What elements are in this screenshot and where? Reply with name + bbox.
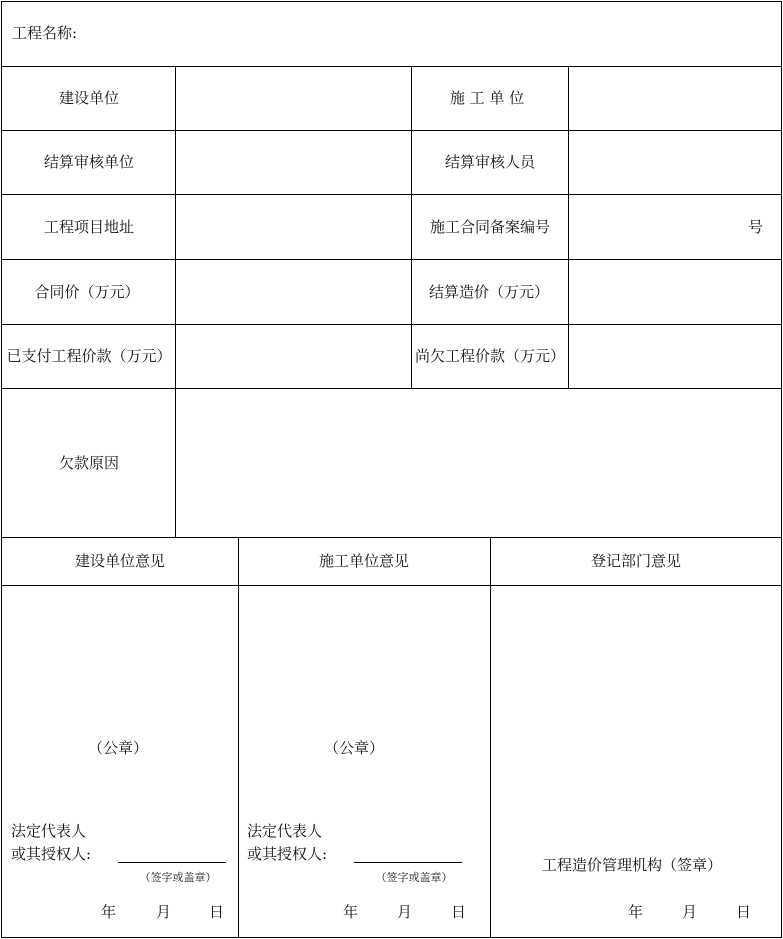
arrears-reason-field[interactable]	[177, 390, 780, 536]
construction-month: 月	[156, 903, 172, 921]
settlement-cost-field[interactable]	[570, 261, 780, 323]
row-divider	[1, 585, 782, 586]
cost-agency-signature: 工程造价管理机构（签章）	[541, 856, 723, 874]
contract-record-no-label: 施工合同备案编号	[429, 218, 551, 236]
border-right	[781, 1, 782, 938]
col-divider	[490, 537, 491, 937]
builder-unit-field[interactable]	[570, 68, 780, 129]
auditor-field[interactable]	[570, 132, 780, 193]
builder-legal-rep: 法定代表人	[247, 822, 323, 840]
builder-year: 年	[343, 903, 359, 921]
project-address-field[interactable]	[177, 196, 410, 258]
row-divider	[1, 66, 782, 67]
construction-opinion-field[interactable]	[3, 587, 237, 727]
builder-seal: （公章）	[323, 739, 385, 757]
paid-amount-field[interactable]	[177, 326, 410, 387]
builder-month: 月	[397, 903, 413, 921]
col-divider	[238, 537, 239, 937]
border-bottom	[1, 937, 782, 938]
audit-unit-field[interactable]	[177, 132, 410, 193]
owed-amount-label: 尚欠工程价款（万元）	[414, 347, 566, 365]
construction-authorized: 或其授权人:	[11, 845, 92, 863]
contract-price-field[interactable]	[177, 261, 410, 323]
builder-day: 日	[451, 903, 467, 921]
registry-opinion-header: 登记部门意见	[590, 552, 682, 570]
registry-year: 年	[628, 903, 644, 921]
audit-unit-label: 结算审核单位	[43, 153, 135, 171]
construction-unit-label: 建设单位	[58, 89, 120, 107]
row-divider	[1, 194, 782, 195]
construction-opinion-header: 建设单位意见	[74, 552, 166, 570]
settlement-cost-label: 结算造价（万元）	[428, 283, 550, 301]
contract-record-no-field[interactable]	[570, 196, 740, 258]
construction-year: 年	[101, 903, 117, 921]
project-address-label: 工程项目地址	[43, 218, 135, 236]
construction-seal: （公章）	[87, 739, 149, 757]
contract-record-suffix: 号	[748, 218, 764, 236]
builder-unit-label: 施 工 单 位	[449, 89, 525, 107]
construction-day: 日	[209, 903, 225, 921]
row-divider	[1, 259, 782, 260]
col-divider	[411, 66, 412, 388]
builder-opinion-header: 施工单位意见	[318, 552, 410, 570]
border-top	[1, 1, 782, 2]
project-name-field[interactable]	[100, 8, 770, 60]
construction-signature-line[interactable]	[118, 862, 226, 863]
builder-signature-line[interactable]	[354, 862, 462, 863]
auditor-label: 结算审核人员	[444, 153, 536, 171]
col-divider	[175, 66, 176, 537]
builder-sign-note: （签字或盖章）	[375, 871, 453, 884]
row-divider	[1, 130, 782, 131]
row-divider	[1, 324, 782, 325]
builder-opinion-field[interactable]	[240, 587, 489, 727]
registry-month: 月	[682, 903, 698, 921]
project-name-label: 工程名称:	[12, 24, 78, 42]
construction-sign-note: （签字或盖章）	[139, 871, 217, 884]
row-divider	[1, 537, 782, 538]
contract-price-label: 合同价（万元）	[34, 283, 140, 301]
border-left	[1, 1, 2, 938]
construction-legal-rep: 法定代表人	[11, 822, 87, 840]
owed-amount-field[interactable]	[570, 326, 780, 387]
col-divider	[568, 66, 569, 388]
paid-amount-label: 已支付工程价款（万元）	[6, 347, 172, 365]
row-divider	[1, 388, 782, 389]
registry-opinion-field[interactable]	[492, 587, 780, 837]
construction-unit-field[interactable]	[177, 68, 410, 129]
arrears-reason-label: 欠款原因	[58, 454, 120, 472]
builder-authorized: 或其授权人:	[247, 845, 328, 863]
registry-day: 日	[736, 903, 752, 921]
